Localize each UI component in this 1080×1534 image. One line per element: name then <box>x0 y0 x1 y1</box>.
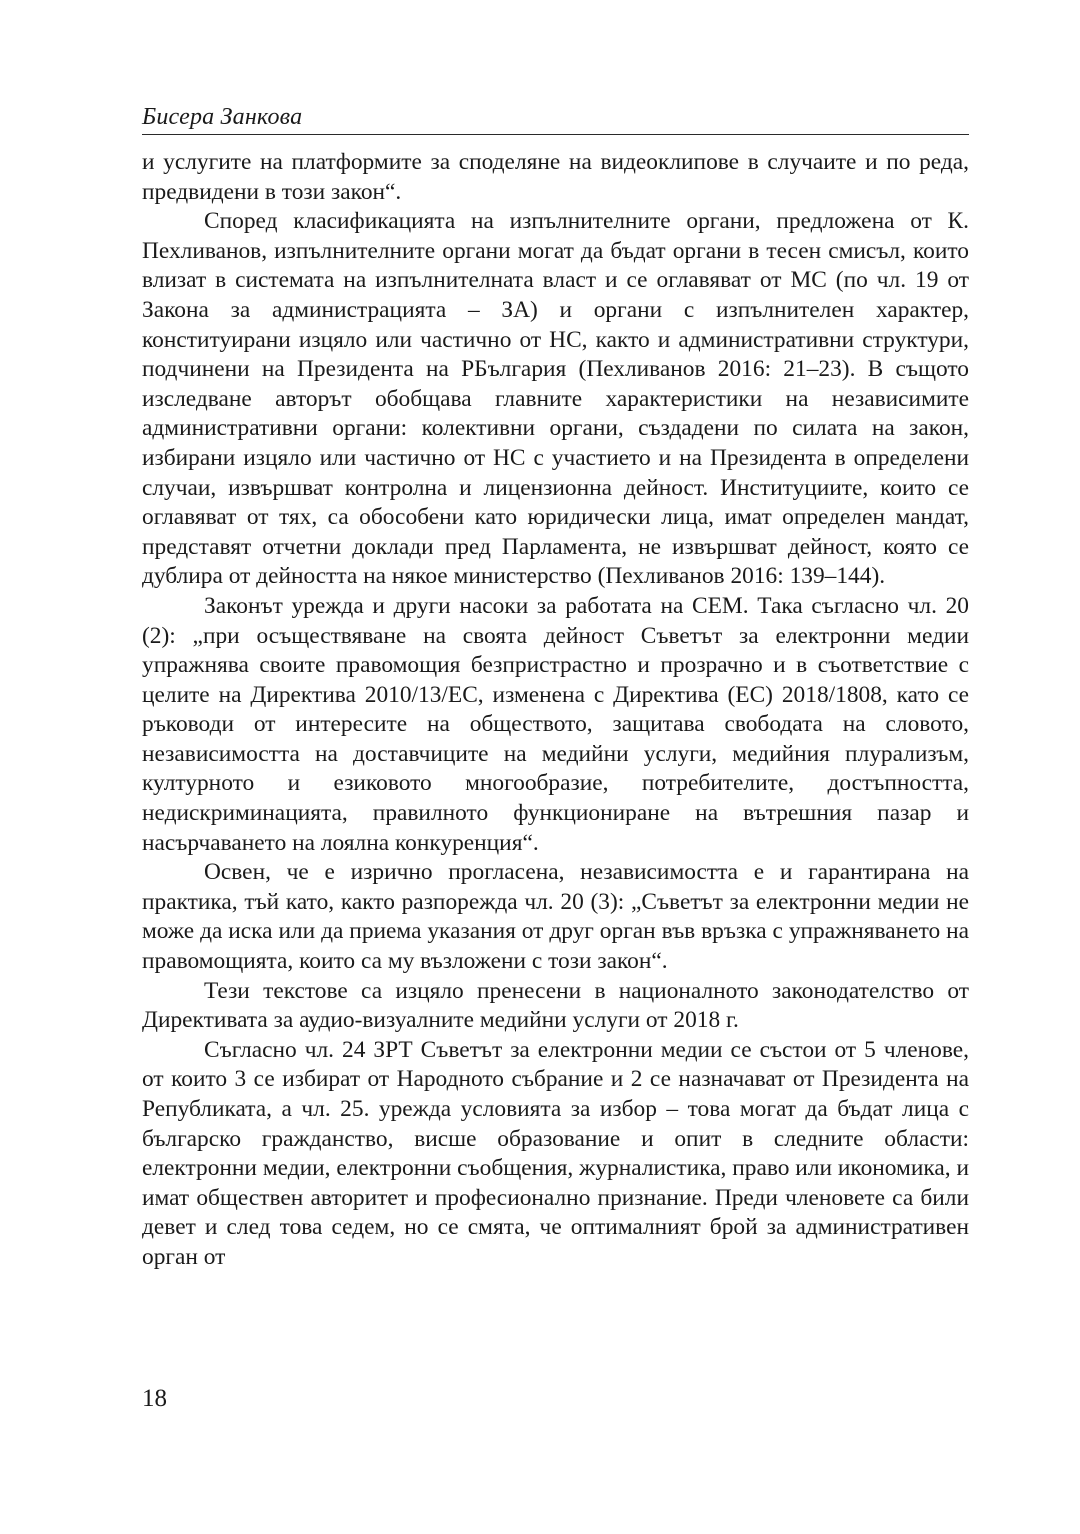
paragraph-independence: Освен, че е изрично прогласена, независимостта е и гарантирана на практика, тъй като, както разпорежда чл. 20 (3): „Съветът за електронни медии не може да иска или да приема указания от друг орган във връзка с упражняването на правомощията, които са му възложени с този закон“. <box>142 859 969 975</box>
paragraph-continuation: и услугите на платформите за споделяне на видеоклипове в случаите и по реда, предвидени в този закон“. <box>142 149 969 205</box>
paragraph-classification: Според класификацията на изпълнителните органи, предложена от К. Пехливанов, изпълнителните органи могат да бъдат органи в тесен смисъл, които влизат в системата на изпълнителната власт и се оглавяват от МС (по чл. 19 от Закона за администрацията – ЗА) и органи с изпълнителен характер, конституирани изцяло или частично от НС, както и административни структури, подчинени на Президента на РБългария (Пехливанов 2016: 21–23). В същото изследване авторът обобщава главните характеристики на независимите административни органи: колективни органи, създадени по силата на закон, избирани изцяло или частично от НС с участието и на Президента в определени случаи, извършват контролна и лицензионна дейност. Институциите, които се оглавяват от тях, са обособени като юридически лица, имат определен мандат, представят отчетни доклади пред Парламента, не извършват дейност, която се дублира от дейността на някое министерство (Пехливанов 2016: 139–144). <box>142 208 969 590</box>
body-text <box>142 148 969 1273</box>
author-name: Бисера Занкова <box>142 104 303 130</box>
paragraph-council-composition: Съгласно чл. 24 ЗРТ Съветът за електронни медии се състои от 5 членове, от които 3 се избират от Народното събрание и 2 се назначават от Президента на Републиката, а чл. 25. урежда условията за избор – това могат да бъдат лица с българско гражданство, висше образование и опит в следните области: електронни медии, електронни съобщения, журналистика, право или икономика, и имат обществен авторитет и професионално признание. Преди членовете са били девет и след това седем, но се смята, че оптималният брой за административен орган от <box>142 1036 969 1270</box>
paragraph-law-guidelines: Законът урежда и други насоки за работата на СЕМ. Така съгласно чл. 20 (2): „при осъществяване на своята дейност Съветът за електронни медии упражнява своите правомощия безпристрастно и прозрачно и в съответствие с целите на Директива 2010/13/ЕС, изменена с Директива (ЕС) 2018/1808, като се ръководи от интересите на обществото, защитава свободата на словото, независимостта на доставчиците на медийни услуги, медийния плурализъм, културното и езиковото многообразие, потребителите, достъпността, недискриминацията, правилното функциониране на вътрешния пазар и насърчаването на лоялна конкуренция“. <box>142 592 969 856</box>
running-head <box>142 104 969 135</box>
paragraph-directive-transposition: Тези текстове са изцяло пренесени в националното законодателство от Директивата за аудио-визуалните медийни услуги от 2018 г. <box>142 977 969 1034</box>
page-number: 18 <box>142 1385 167 1412</box>
